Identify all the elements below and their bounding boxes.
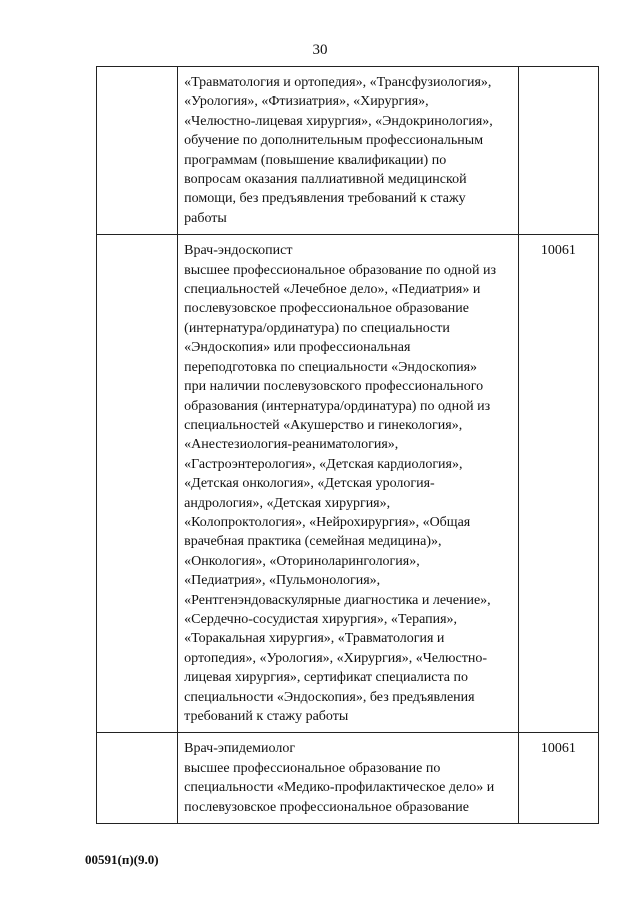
- text-line: «Гастроэнтерология», «Детская кардиология»,: [184, 456, 463, 472]
- text-line: «Онкология», «Оториноларингология»,: [184, 553, 420, 569]
- text-line: образования (интернатура/ординатура) по одной из: [184, 398, 491, 414]
- table-row: [97, 733, 599, 824]
- text-line: «Торакальная хирургия», «Травматология и: [184, 631, 445, 647]
- position-code: 10061: [540, 741, 576, 757]
- text-line: «Урология», «Фтизиатрия», «Хирургия»,: [184, 94, 429, 110]
- empty-left-cell: [97, 733, 178, 824]
- text-line: «Сердечно-сосудистая хирургия», «Терапия»,: [184, 611, 458, 627]
- document-footer-code: 00591(п)(9.0): [85, 852, 159, 867]
- text-line: «Анестезиология-реаниматология»,: [184, 437, 399, 453]
- text-line: помощи, без предъявления требований к стажу: [184, 191, 466, 207]
- position-code: [519, 67, 598, 73]
- table-row: [97, 67, 599, 235]
- text-line: вопросам оказания паллиативной медицинской: [184, 172, 467, 188]
- page-number: 30: [312, 42, 328, 58]
- empty-left-cell: [97, 67, 178, 235]
- text-line: ортопедия», «Урология», «Хирургия», «Челюстно-: [184, 650, 487, 666]
- text-line: обучение по дополнительным профессиональным: [184, 133, 484, 149]
- text-line: «Педиатрия», «Пульмонология»,: [184, 573, 381, 589]
- text-line: специальности «Эндоскопия», без предъявления: [184, 689, 475, 705]
- empty-left-cell: [97, 235, 178, 733]
- requirements-text: [178, 733, 518, 823]
- position-requirements-cell: [178, 67, 519, 235]
- position-requirements-cell: [178, 733, 519, 824]
- text-line: лицевая хирургия», сертификат специалиста по: [184, 670, 468, 686]
- table-body: [97, 67, 599, 824]
- text-line: «Челюстно-лицевая хирургия», «Эндокринология»,: [184, 113, 493, 129]
- text-line: специальности «Медико-профилактическое дело» и: [184, 780, 495, 796]
- text-line: «Колопроктология», «Нейрохирургия», «Общая: [184, 514, 471, 530]
- text-line: высшее профессиональное образование по: [184, 760, 441, 776]
- position-code: 10061: [540, 243, 576, 259]
- position-code-cell: [518, 733, 598, 824]
- text-line: требований к стажу работы: [184, 709, 349, 724]
- text-line: (интернатура/ординатура) по специальности: [184, 320, 450, 336]
- text-line: Врач-эпидемиолог: [184, 741, 296, 757]
- text-line: специальностей «Лечебное дело», «Педиатрия» и: [184, 282, 481, 298]
- position-code-cell: [518, 67, 598, 235]
- text-line: при наличии послевузовского профессионального: [184, 379, 484, 395]
- position-requirements-cell: [178, 235, 519, 733]
- position-code-cell: [518, 235, 598, 733]
- qualification-table: [96, 66, 599, 824]
- text-line: специальностей «Акушерство и гинекология»,: [184, 417, 463, 433]
- text-line: послевузовское профессиональное образование: [184, 301, 469, 317]
- text-line: послевузовское профессиональное образование: [184, 799, 469, 815]
- text-line: андрология», «Детская хирургия»,: [184, 495, 391, 511]
- text-line: работы: [184, 210, 227, 226]
- text-line: «Эндоскопия» или профессиональная: [184, 340, 411, 356]
- text-line: врачебная практика (семейная медицина)»,: [184, 534, 442, 550]
- requirements-text: [178, 235, 518, 732]
- text-line: переподготовка по специальности «Эндоскопия»: [184, 359, 478, 375]
- text-line: программам (повышение квалификации) по: [184, 152, 447, 168]
- table-row: [97, 235, 599, 733]
- text-line: «Детская онкология», «Детская урология-: [184, 476, 435, 492]
- text-line: «Травматология и ортопедия», «Трансфузиология»,: [184, 75, 492, 90]
- text-line: Врач-эндоскопист: [184, 243, 293, 259]
- text-line: высшее профессиональное образование по одной из: [184, 262, 497, 278]
- requirements-text: [178, 67, 518, 234]
- text-line: «Рентгенэндоваскулярные диагностика и лечение»,: [184, 592, 491, 608]
